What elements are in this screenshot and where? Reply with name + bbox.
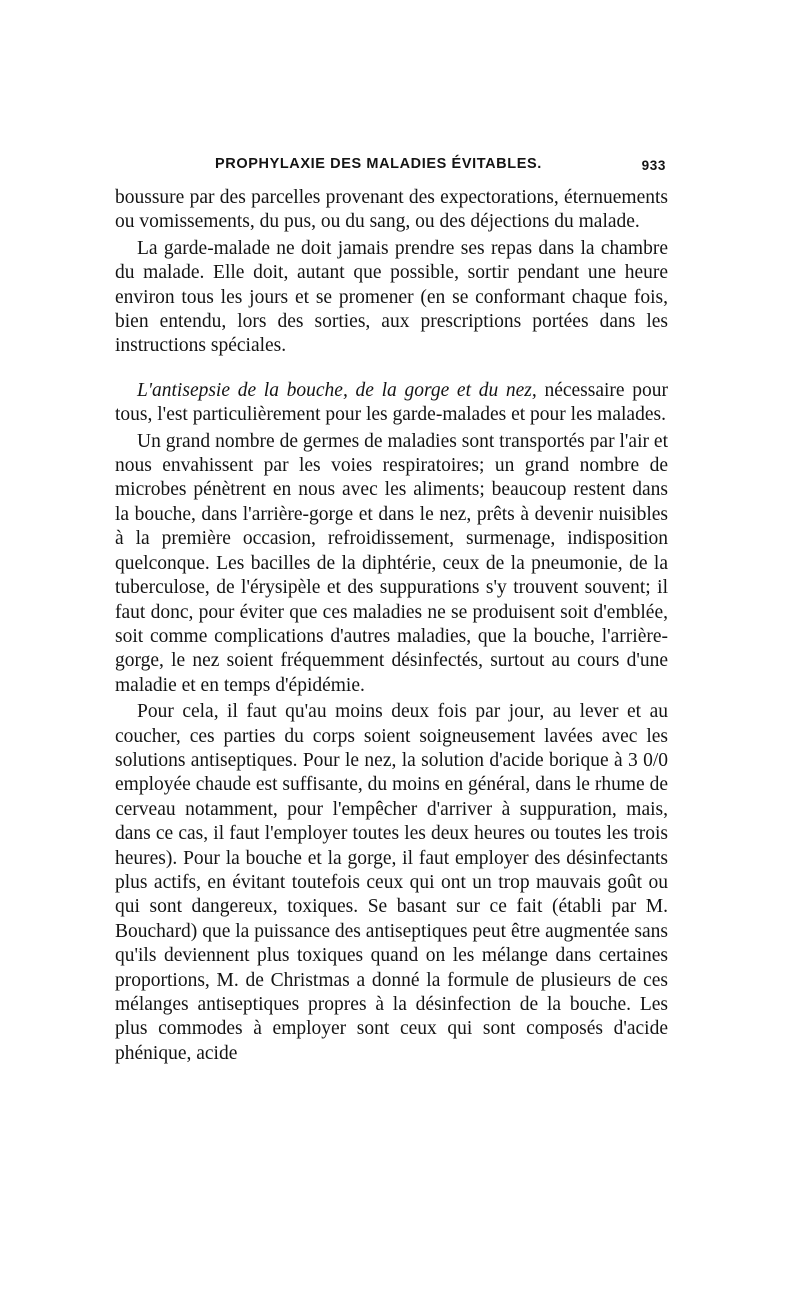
book-page xyxy=(115,150,668,1066)
section-heading-italic: L'antisepsie de la bouche, de la gorge et du nez, xyxy=(137,379,537,401)
paragraph-pour-cela: Pour cela, il faut qu'au moins deux fois par jour, au lever et au coucher, ces parties du corps soient soigneusement lavées avec les solutions antiseptiques. Pour le nez, la solution d'acide borique à 3 0/0 employée chaude est suffisante, du moins en général, dans le rhume de cerveau notamment, pour l'empêcher d'arriver à suppuration, mais, dans ce cas, il faut l'employer toutes les deux heures ou toutes les trois heures). Pour la bouche et la gorge, il faut employer des désinfectants plus actifs, en évitant toutefois ceux qui ont un trop mauvais goût ou qui sont dangereux, toxiques. Se basant sur ce fait (établi par M. Bouchard) que la puissance des antiseptiques peut être augmentée sans qu'ils deviennent plus toxiques quand on les mélange dans certaines proportions, M. de Christmas a donné la formule de plusieurs de ces mélanges antiseptiques propres à la désinfection de la bouche. Les plus commodes à employer sont ceux qui sont composés d'acide phénique, acide xyxy=(115,701,668,1064)
paragraph-antisepsie-text: nécessaire pour tous, l'est particulièrement pour les garde-malades et pour les malades. xyxy=(115,379,668,426)
paragraph-germes: Un grand nombre de germes de maladies sont transportés par l'air et nous envahissent par les voies respiratoires; un grand nombre de microbes pénètrent en nous avec les aliments; beaucoup restent dans la bouche, dans l'arrière-gorge et dans le nez, prêts à devenir nuisibles à la première occasion, refroidissement, surmenage, indisposition quelconque. Les bacilles de la diphtérie, ceux de la pneumonie, de la tuberculose, de l'érysipèle et des suppurations s'y trouvent souvent; il faut donc, pour éviter que ces maladies ne se produisent soit d'emblée, soit comme complications d'autres maladies, que la bouche, l'arrière-gorge, le nez soient fréquemment désinfectés, surtout au cours d'une maladie et en temps d'épidémie. xyxy=(115,430,668,696)
running-title: PROPHYLAXIE DES MALADIES ÉVITABLES. xyxy=(215,156,542,172)
page-number: 933 xyxy=(641,158,666,173)
running-header xyxy=(115,150,668,186)
paragraph-antisepsie xyxy=(115,379,668,428)
paragraph-continuation: boussure par des parcelles provenant des expectorations, éternuements ou vomissements, du pus, ou du sang, ou des déjections du malade. xyxy=(115,187,668,233)
paragraph-garde-malade: La garde-malade ne doit jamais prendre ses repas dans la chambre du malade. Elle doit, autant que possible, sortir pendant une heure environ tous les jours et se promener (en se conformant chaque fois, bien entendu, lors des sorties, aux prescriptions portées dans les instructions spéciales. xyxy=(115,237,668,357)
